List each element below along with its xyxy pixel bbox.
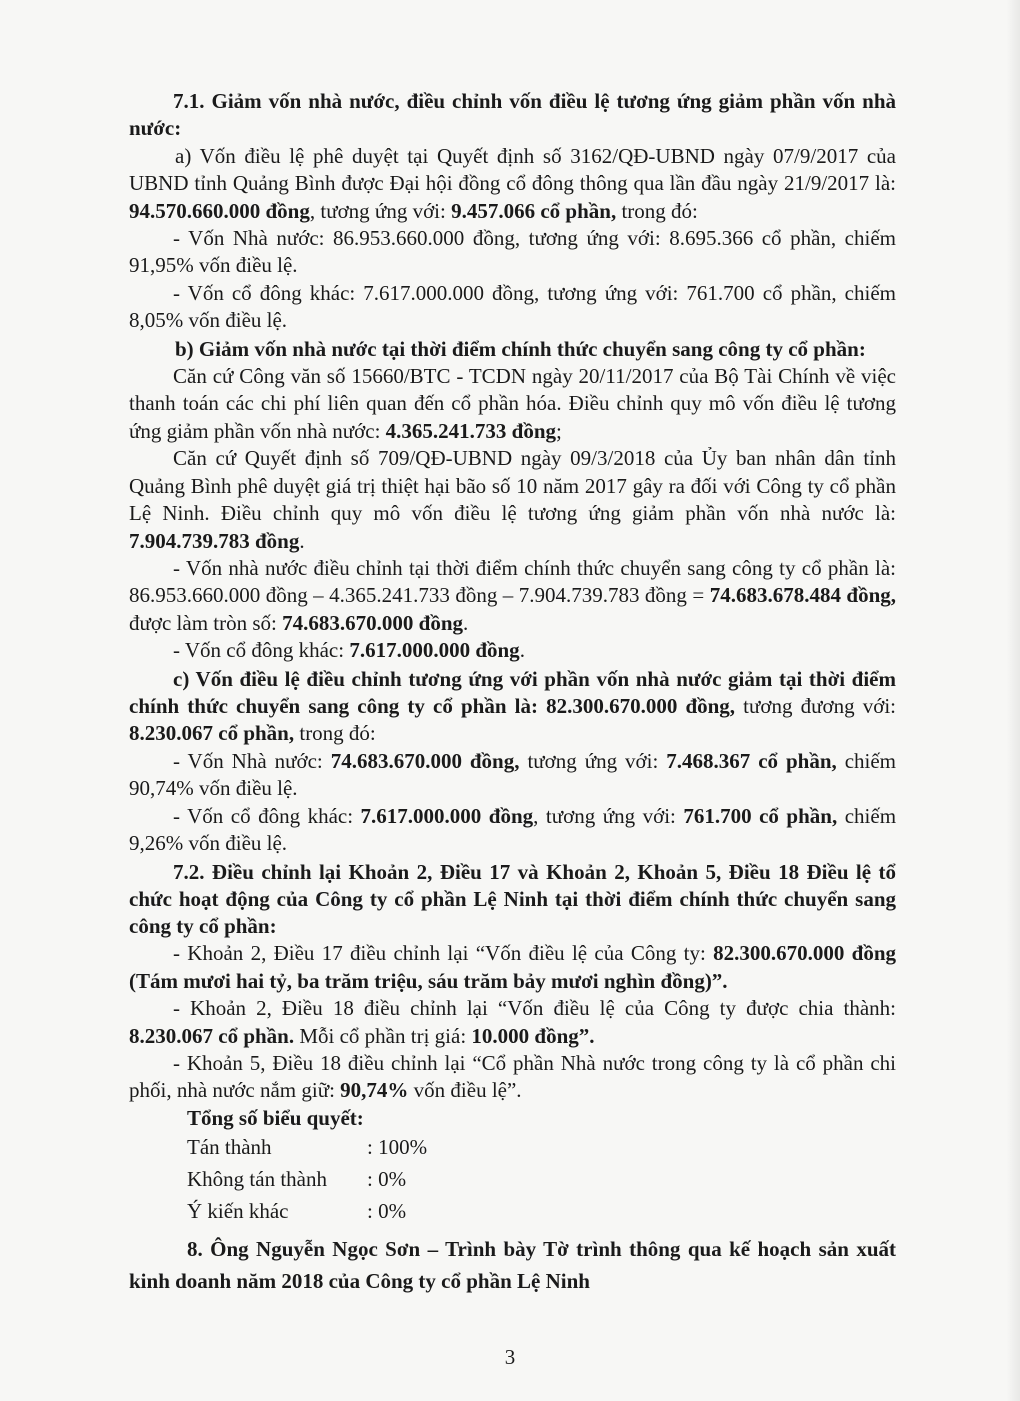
votes-title: Tổng số biểu quyết: [187, 1105, 364, 1130]
text: tương đương với: [735, 693, 896, 718]
vote-row [187, 1163, 896, 1195]
para-7-1-c-state [129, 748, 896, 803]
shares: 761.700 cổ phần, [683, 803, 838, 828]
amount: 7.904.739.783 đồng [129, 528, 300, 553]
para-7-1-a-other: - Vốn cổ đông khác: 7.617.000.000 đồng, tương ứng với: 761.700 cổ phần, chiếm 8,05% vốn điều lệ. [129, 280, 896, 333]
amount: 74.683.670.000 đồng, [330, 748, 520, 773]
amount: 7.617.000.000 đồng [349, 638, 520, 663]
text: được làm tròn số: [129, 610, 283, 635]
amount: 82.300.670.000 đồng (Tám mươi hai tỷ, ba trăm triệu, sáu trăm bảy mươi nghìn đồng)”. [129, 941, 896, 993]
text: - Vốn cổ đông khác: [173, 803, 361, 828]
text: trong đó: [294, 721, 376, 746]
scan-edge-shadow [1006, 0, 1020, 1401]
text: - Vốn cổ đông khác: [173, 638, 350, 663]
section-7-1-title-text: 7.1. Giảm vốn nhà nước, điều chỉnh vốn điều lệ tương ứng giảm phần vốn nhà nước: [129, 89, 896, 141]
para-7-1-b-2 [129, 445, 896, 555]
para-7-2-k5d18 [129, 1050, 896, 1105]
para-7-1-c-other [129, 803, 896, 858]
text: a) Vốn điều lệ phê duyệt tại Quyết định số 3162/QĐ-UBND ngày 07/9/2017 của UBND tỉnh Quảng Bình được Đại hội đồng cổ đông thông qua lần đầu ngày 21/9/2017 là: [129, 143, 896, 196]
text: vốn điều lệ”. [408, 1078, 522, 1103]
shares: 9.457.066 cổ phần, [451, 198, 617, 223]
section-7-2-title-text: 7.2. Điều chỉnh lại Khoản 2, Điều 17 và Khoản 2, Khoản 5, Điều 18 Điều lệ tổ chức hoạt động của Công ty cổ phần Lệ Ninh tại thời điểm chính thức chuyển sang công ty cổ phần: [129, 860, 896, 939]
text: , tương ứng với: [533, 803, 684, 828]
para-7-1-b-title [129, 336, 896, 363]
para-7-1-c [129, 666, 896, 748]
amount: 4.365.241.733 đồng [385, 418, 557, 443]
text: , tương ứng với: [309, 198, 452, 223]
b-title-text: b) Giảm vốn nhà nước tại thời điểm chính thức chuyển sang công ty cổ phần: [175, 336, 866, 361]
amount: 94.570.660.000 đồng [129, 198, 310, 223]
text: Căn cứ Quyết định số 709/QĐ-UBND ngày 09/3/2018 của Ủy ban nhân dân tỉnh Quảng Bình phê duyệt giá trị thiệt hại bão số 10 năm 2017 gây ra đối với Công ty cổ phần Lệ Ninh. Điều chỉnh quy mô vốn điều lệ tương ứng giảm phần vốn nhà nước là: [129, 446, 896, 526]
amount: 7.617.000.000 đồng [360, 803, 534, 828]
vote-value: : 0% [367, 1166, 407, 1191]
text: - Khoản 5, Điều 18 điều chỉnh lại “Cổ phần Nhà nước trong công ty là cổ phần chi phối, nhà nước nắm giữ: [129, 1051, 896, 1103]
section-7-1-title [129, 88, 896, 143]
text: Căn cứ Công văn số 15660/BTC - TCDN ngày 20/11/2017 của Bộ Tài Chính về việc thanh toán các chi phí liên quan đến cổ phần hóa. Điều chỉnh quy mô vốn điều lệ tương ứng giảm phần vốn nhà nước: [129, 364, 896, 443]
text: chiếm 9,26% vốn điều lệ. [129, 803, 897, 855]
vote-row [187, 1131, 896, 1163]
document-body [129, 88, 896, 1297]
text: ; [556, 418, 562, 443]
vote-value: : 0% [367, 1198, 407, 1223]
text: Mỗi cổ phần trị giá: [294, 1023, 472, 1048]
page-number: 3 [504, 1345, 516, 1369]
shares: 8.230.067 cổ phần. [129, 1023, 295, 1048]
text: trong đó: [616, 198, 698, 223]
percent: 90,74% [340, 1078, 409, 1103]
para-7-1-b-1 [129, 363, 896, 445]
text: - Vốn Nhà nước: [173, 748, 331, 773]
amount: 74.683.670.000 đồng [282, 610, 463, 635]
shares: 8.230.067 cổ phần, [129, 721, 295, 746]
para-7-2-k2d17 [129, 940, 896, 995]
para-7-1-a-state: - Vốn Nhà nước: 86.953.660.000 đồng, tương ứng với: 8.695.366 cổ phần, chiếm 91,95% vốn điều lệ. [129, 226, 896, 278]
section-7-2-title [129, 859, 896, 940]
text: . [299, 528, 305, 553]
text: . [519, 638, 525, 663]
c-title-text: c) Vốn điều lệ điều chỉnh tương ứng với phần vốn nhà nước giảm tại thời điểm chính thức chuyển sang công ty cổ phần là: 82.300.670.000 đồng, [129, 666, 896, 718]
shares: 7.468.367 cổ phần, [666, 748, 837, 773]
para-7-1-b-state [129, 555, 896, 637]
text: . [463, 610, 469, 635]
vote-label: Tán thành [187, 1134, 272, 1159]
para-7-2-k2d18 [129, 995, 896, 1050]
vote-label: Không tán thành [187, 1166, 327, 1191]
text: - Khoản 2, Điều 17 điều chỉnh lại “Vốn điều lệ của Công ty: [173, 941, 714, 966]
vote-label: Ý kiến khác [187, 1198, 289, 1223]
text: tương ứng với: [519, 748, 667, 773]
amount: 10.000 đồng”. [471, 1023, 595, 1048]
section-8-title: 8. Ông Nguyễn Ngọc Sơn – Trình bày Tờ trình thông qua kế hoạch sản xuất kinh doanh năm 2018 của Công ty cổ phần Lệ Ninh [129, 1236, 896, 1293]
text: - Vốn nhà nước điều chỉnh tại thời điểm chính thức chuyển sang công ty cổ phần là: 86.953.660.000 đồng – 4.365.241.733 đồng – 7.904.739.783 đồng = [129, 555, 896, 608]
para-7-1-b-other [129, 637, 896, 664]
para-7-1-a [129, 143, 896, 225]
vote-value: : 100% [367, 1134, 428, 1159]
vote-row [187, 1195, 896, 1227]
text: - Khoản 2, Điều 18 điều chỉnh lại “Vốn điều lệ của Công ty được chia thành: [173, 996, 896, 1021]
amount: 74.683.678.484 đồng, [709, 583, 897, 608]
text: chiếm 90,74% vốn điều lệ. [129, 748, 897, 801]
